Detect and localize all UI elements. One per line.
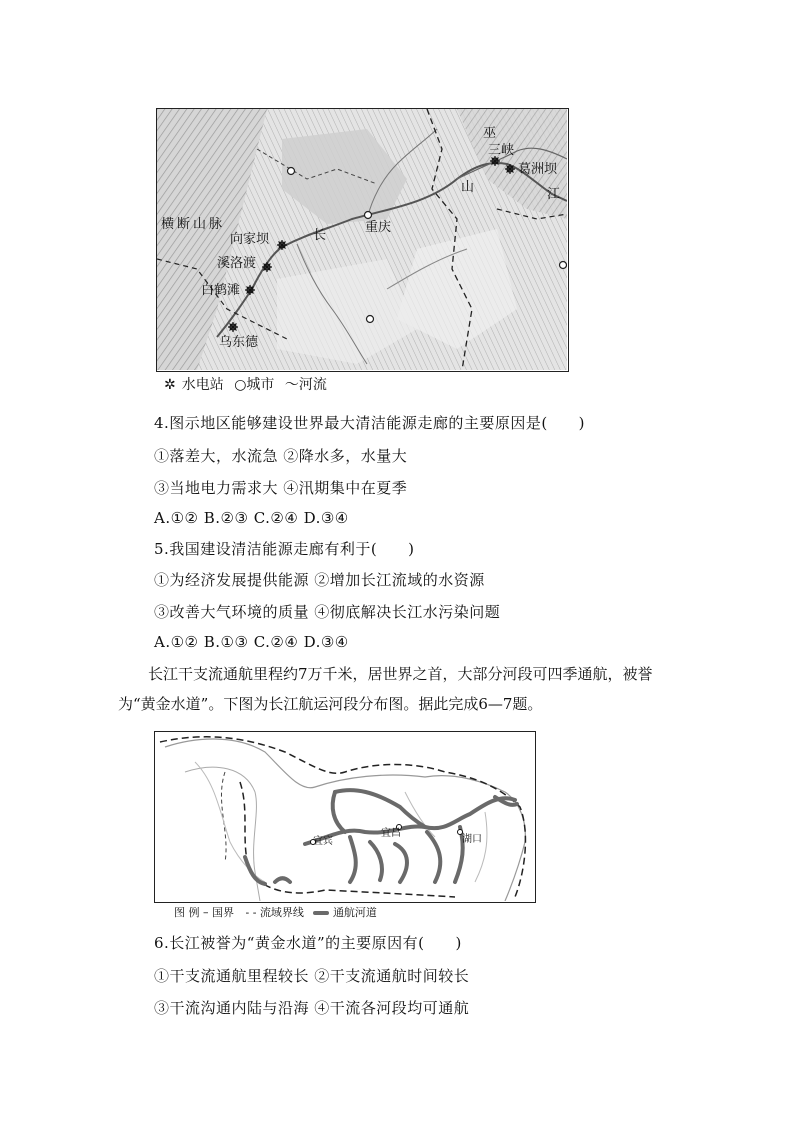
label-gezhouba: 葛洲坝 (518, 162, 558, 177)
hydro-station-baihetan (245, 285, 255, 295)
label-sanxia: 三峡 (488, 143, 515, 158)
city-marker (367, 316, 374, 323)
legend-title: 图 例 (174, 906, 200, 919)
question-5-choice-line2: ③改善大气环境的质量 ④彻底解决长江水污染问题 (154, 603, 501, 621)
navigation-map (154, 731, 536, 903)
relief-map (156, 108, 569, 372)
label-wu: 巫 (483, 126, 497, 141)
city-legend-icon: ○ (234, 377, 247, 393)
question-5-choice-line1: ①为经济发展提供能源 ②增加长江流域的水资源 (154, 571, 485, 589)
label-hukou: 湖口 (462, 834, 482, 845)
label-jiang: 江 (547, 187, 561, 202)
legend-channel: 通航河道 (332, 906, 377, 919)
question-6-choice-line2: ③干流沟通内陆与沿海 ④干流各河段均可通航 (154, 999, 470, 1017)
hydro-station-xiangjiaba (277, 240, 287, 250)
legend-basin: 流域界线 (259, 906, 304, 919)
question-6-stem: 6.长江被誉为“黄金水道”的主要原因有( ) (154, 934, 462, 952)
legend-city: 城市 (246, 377, 275, 393)
label-xiangjiaba: 向家坝 (230, 232, 270, 247)
channel-legend-icon (313, 911, 329, 915)
intro-text: 长江干支流通航里程约7万千米，居世界之首，大部分河段可四季通航，被誉为“黄金水道”。下图为长江航运河段分布图。据此完成6—7题。 (118, 665, 653, 713)
question-5-stem: 5.我国建设清洁能源走廊有利于( ) (154, 540, 415, 558)
hydro-station-xiluodu (262, 262, 272, 272)
legend-river: 河流 (298, 377, 327, 393)
question-4-stem: 4.图示地区能够建设世界最大清洁能源走廊的主要原因是( ) (154, 414, 586, 432)
basin-legend-icon: - - (245, 906, 257, 919)
city-marker (288, 168, 295, 175)
question-6-choice-line1: ①干支流通航里程较长 ②干支流通航时间较长 (154, 967, 470, 985)
label-wudongde: 乌东德 (219, 335, 259, 350)
label-shan: 山 (461, 180, 475, 195)
navigation-map-graphic (155, 732, 534, 901)
intro-paragraph (118, 659, 678, 719)
navigation-map-legend (174, 904, 377, 920)
label-yibin: 宜宾 (313, 836, 333, 847)
label-chang: 长 (313, 228, 327, 243)
hydro-station-gezhouba (505, 164, 515, 174)
label-chongqing: 重庆 (365, 220, 392, 235)
map-legend (164, 374, 333, 394)
label-hengduan: 横断山脉 (161, 217, 226, 232)
border-legend-icon: – (203, 906, 209, 919)
legend-hydro: 水电站 (181, 377, 224, 393)
label-yichang: 宜昌 (381, 828, 401, 839)
question-4-choice-line2: ③当地电力需求大 ④汛期集中在夏季 (154, 479, 408, 497)
hydro-legend-icon: ✲ (164, 377, 176, 393)
label-baihetan: 白鹤滩 (201, 283, 241, 298)
question-5-options: A.①② B.①③ C.②④ D.③④ (154, 633, 349, 651)
city-marker (560, 262, 567, 269)
river-legend-icon: 〜 (284, 377, 299, 393)
question-4-choice-line1: ①落差大，水流急 ②降水多，水量大 (154, 447, 408, 465)
label-xiluodu: 溪洛渡 (217, 256, 257, 271)
question-4-options: A.①② B.②③ C.②④ D.③④ (154, 509, 349, 527)
legend-border: 国界 (212, 906, 234, 919)
